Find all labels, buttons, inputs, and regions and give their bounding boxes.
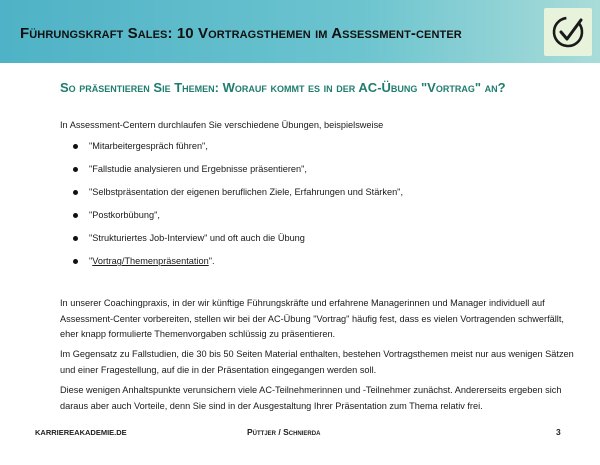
intro-text: In Assessment-Centern durchlaufen Sie verschiedene Übungen, beispielsweise <box>60 120 384 130</box>
bullet-dot <box>73 190 78 195</box>
list-item: "Mitarbeitergespräch führen", <box>60 140 403 163</box>
bullet-dot <box>73 236 78 241</box>
bullet-dot <box>73 167 78 172</box>
footer-authors: Püttjer / Schnierda <box>247 427 321 437</box>
footer-website: KARRIEREAKADEMIE.DE <box>35 428 127 437</box>
list-item: "Fallstudie analysieren und Ergebnisse präsentieren", <box>60 163 403 186</box>
page-number: 3 <box>556 427 561 437</box>
paragraph-advantages: Diese wenigen Anhaltspunkte verunsichern viele AC-Teilnehmerinnen und -Teilnehmer zunächst. Andererseits ergeben sich daraus aber auch Vorteile, denn Sie sind in der Ausgestaltung Ihrer Präsentation zum Thema relativ frei. <box>60 385 562 411</box>
logo <box>544 8 592 56</box>
section-heading: So präsentieren Sie Themen: Worauf kommt es in der AC-Übung "Vortrag" an? <box>60 80 506 95</box>
exercise-list <box>60 140 403 278</box>
bullet-dot <box>73 144 78 149</box>
paragraph-comparison: Im Gegensatz zu Fallstudien, die 30 bis 50 Seiten Material enthalten, bestehen Vortragsthemen meist nur aus wenigen Sätzen und einer Fragestellung, auf die in der Präsentation eingegangen werden soll. <box>60 349 574 375</box>
vortrag-link[interactable]: Vortrag/Themenpräsentation <box>92 256 209 266</box>
bullet-dot <box>73 259 78 264</box>
list-item: "Selbstpräsentation der eigenen beruflichen Ziele, Erfahrungen und Stärken", <box>60 186 403 209</box>
page-title: Führungskraft Sales: 10 Vortragsthemen im Assessment-center <box>20 25 462 42</box>
check-circle-icon <box>550 14 586 50</box>
bullet-dot <box>73 213 78 218</box>
list-item: "Vortrag/Themenpräsentation". <box>60 255 403 278</box>
page-header <box>0 0 600 63</box>
paragraph-coaching: In unserer Coachingpraxis, in der wir künftige Führungskräfte und erfahrene Managerinnen und Manager individuell auf Assessment-Center vorbereiten, stellen wir bei der AC-Übung "Vortrag" häufig fest, dass es vielen Vortragenden schwerfällt, eher knapp formulierte Themenvorgaben schlüssig zu präsentieren. <box>60 298 564 339</box>
list-item: "Postkorbübung", <box>60 209 403 232</box>
list-item: "Strukturiertes Job-Interview" und oft auch die Übung <box>60 232 403 255</box>
